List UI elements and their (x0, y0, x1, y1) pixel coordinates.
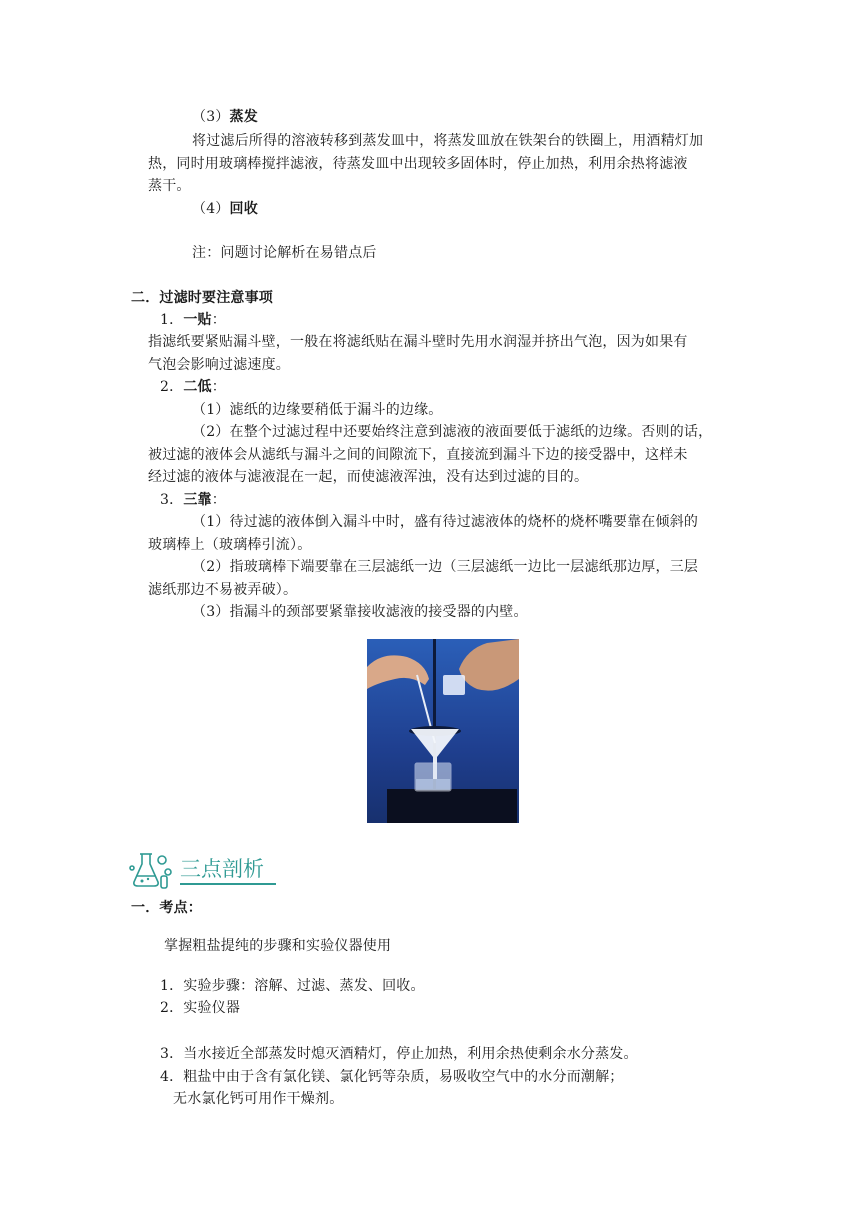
colon: ： (211, 492, 226, 508)
rule-number: 2． (160, 379, 184, 395)
rule-number: 3． (160, 492, 184, 508)
evaporation-text-3: 蒸干。 (148, 178, 191, 194)
rule-three-item-1b: 玻璃棒上（玻璃棒引流）。 (148, 537, 312, 553)
flask-logo-icon (128, 848, 176, 892)
rule-two-item-2a: （2）在整个过滤过程中还要始终注意到滤液的液面要低于滤纸的边缘。否则的话， (192, 424, 713, 440)
filtration-photo (367, 639, 519, 823)
rule-one-text-2: 气泡会影响过滤速度。 (148, 357, 290, 373)
analysis-title-underline (180, 883, 276, 885)
rule-three-item-2a: （2）指玻璃棒下端要靠在三层滤纸一边（三层滤纸一边比一层滤纸那边厚，三层 (192, 559, 699, 575)
analysis-intro: 掌握粗盐提纯的步骤和实验仪器使用 (164, 938, 392, 954)
section-heading: 二．过滤时要注意事项 (131, 290, 273, 306)
rule-three-item-1a: （1）待过滤的液体倒入漏斗中时，盛有待过滤液体的烧杯的烧杯嘴要靠在倾斜的 (192, 514, 699, 530)
colon: ： (211, 379, 226, 395)
rule-two-item-1: （1）滤纸的边缘要稍低于漏斗的边缘。 (192, 402, 443, 418)
rule-three-heading (160, 489, 226, 511)
rule-one-heading (160, 309, 226, 331)
evaporation-text-1: 将过滤后所得的溶液转移到蒸发皿中，将蒸发皿放在铁架台的铁圈上，用酒精灯加 (192, 133, 704, 149)
rule-two-heading (160, 376, 226, 398)
evaporation-text-2: 热，同时用玻璃棒搅拌滤液，待蒸发皿中出现较多固体时，停止加热，利用余热将滤液 (148, 156, 688, 172)
rule-two-item-2b: 被过滤的液体会从滤纸与漏斗之间的间隙流下，直接流到漏斗下边的接受器中，这样未 (148, 447, 688, 463)
evaporation-heading (192, 106, 258, 128)
step-number: （3） (192, 109, 230, 125)
analysis-title: 三点剖析 (180, 857, 264, 881)
rule-title: 一贴 (183, 312, 212, 328)
analysis-point-4b: 无水氯化钙可用作干燥剂。 (173, 1091, 344, 1107)
analysis-point-1: 1．实验步骤：溶解、过滤、蒸发、回收。 (160, 978, 425, 994)
analysis-heading: 一．考点： (131, 900, 202, 916)
rule-one-text-1: 指滤纸要紧贴漏斗壁，一般在将滤纸贴在漏斗壁时先用水润湿并挤出气泡，因为如果有 (148, 334, 688, 350)
recycle-heading (192, 198, 258, 220)
rule-number: 1． (160, 312, 184, 328)
step-number: （4） (192, 201, 230, 217)
rule-title: 三靠 (183, 492, 212, 508)
analysis-point-3: 3．当水接近全部蒸发时熄灭酒精灯，停止加热，利用余热使剩余水分蒸发。 (160, 1046, 638, 1062)
rule-three-item-2b: 滤纸那边不易被弄破）。 (148, 582, 298, 598)
note-text: 注：问题讨论解析在易错点后 (192, 245, 377, 261)
step-title: 回收 (229, 201, 258, 217)
step-title: 蒸发 (229, 109, 258, 125)
rule-two-item-2c: 经过滤的液体与滤液混在一起，而使滤液浑浊，没有达到过滤的目的。 (148, 469, 589, 485)
analysis-point-2: 2．实验仪器 (160, 1000, 241, 1016)
rule-three-item-3: （3）指漏斗的颈部要紧靠接收滤液的接受器的内壁。 (192, 604, 528, 620)
colon: ： (211, 312, 226, 328)
rule-title: 二低 (183, 379, 212, 395)
analysis-point-4a: 4．粗盐中由于含有氯化镁、氯化钙等杂质，易吸收空气中的水分而潮解； (160, 1069, 624, 1085)
